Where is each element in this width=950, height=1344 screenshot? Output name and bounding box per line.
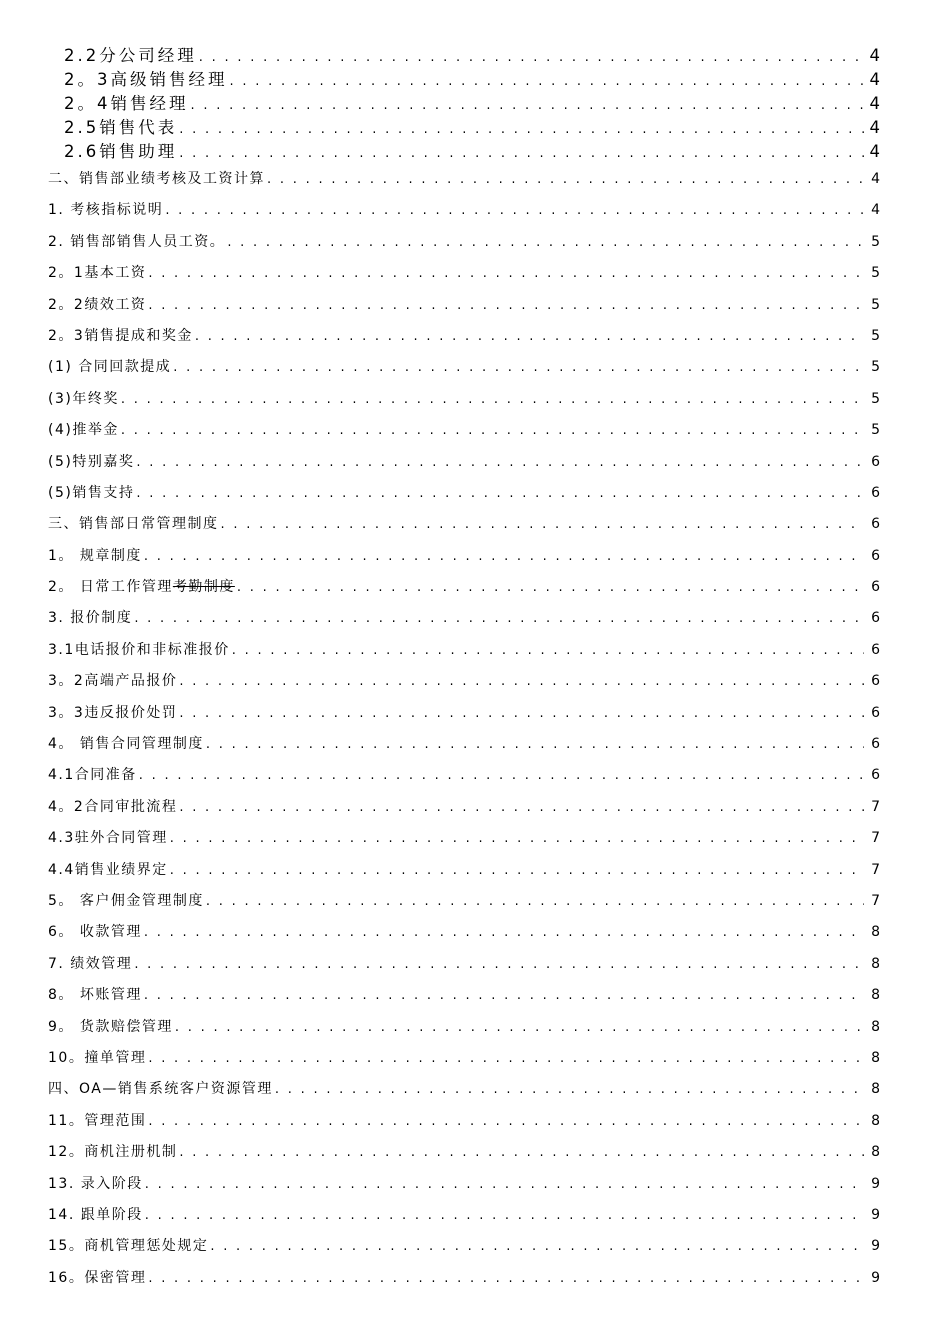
toc-page-number: 4 bbox=[869, 118, 880, 137]
toc-entry-label: 2。 日常工作管理 bbox=[48, 579, 173, 596]
toc-dot-leader bbox=[148, 1263, 864, 1294]
toc-page-number: 6 bbox=[871, 610, 880, 627]
toc-entry[interactable] bbox=[48, 823, 880, 854]
toc-entry-label: 5。 客户佣金管理制度 bbox=[48, 892, 204, 909]
toc-page-number: 8 bbox=[871, 924, 880, 941]
toc-entry-label: 2。2绩效工资 bbox=[48, 296, 147, 313]
toc-entry-label: 16。保密管理 bbox=[48, 1269, 147, 1286]
toc-entry-label: 4.4销售业绩界定 bbox=[48, 861, 168, 878]
toc-page-number: 4 bbox=[869, 94, 880, 113]
toc-entry[interactable] bbox=[48, 1263, 880, 1294]
toc-page-number: 5 bbox=[871, 422, 880, 439]
toc-dot-leader bbox=[145, 1200, 864, 1231]
toc-entry-label: 3. 报价制度 bbox=[48, 610, 133, 627]
toc-entry-label: (3)年终奖 bbox=[48, 390, 119, 407]
toc-entry[interactable] bbox=[48, 760, 880, 791]
toc-entry[interactable] bbox=[48, 68, 880, 92]
toc-page-number: 9 bbox=[871, 1238, 880, 1255]
toc-dot-leader bbox=[148, 1043, 864, 1074]
toc-page-number: 6 bbox=[871, 516, 880, 533]
toc-entry[interactable] bbox=[48, 290, 880, 321]
toc-page-number: 6 bbox=[871, 641, 880, 658]
toc-page-number: 6 bbox=[871, 453, 880, 470]
toc-entry-label: 四、OA—销售系统客户资源管理 bbox=[48, 1081, 273, 1098]
toc-entry[interactable] bbox=[48, 572, 880, 603]
toc-dot-leader bbox=[237, 572, 864, 603]
toc-entry[interactable] bbox=[48, 1137, 880, 1168]
toc-entry-label: 三、销售部日常管理制度 bbox=[48, 516, 219, 533]
toc-entry[interactable] bbox=[48, 1106, 880, 1137]
toc-entry-label: 2。3高级销售经理 bbox=[64, 70, 228, 89]
toc-page-number: 5 bbox=[871, 359, 880, 376]
toc-entry-label: 13. 录入阶段 bbox=[48, 1175, 143, 1192]
toc-entry-label: 3。3违反报价处罚 bbox=[48, 704, 178, 721]
toc-entry[interactable] bbox=[48, 447, 880, 478]
toc-page-number: 4 bbox=[869, 142, 880, 161]
toc-entry[interactable] bbox=[48, 1200, 880, 1231]
toc-entry-struck-text: 考勤制度 bbox=[172, 579, 235, 596]
toc-page-number: 6 bbox=[871, 547, 880, 564]
toc-dot-leader bbox=[173, 352, 864, 383]
toc-entry-label: 7. 绩效管理 bbox=[48, 955, 133, 972]
toc-dot-leader bbox=[136, 447, 864, 478]
toc-entry-label: 11。管理范围 bbox=[48, 1112, 147, 1129]
toc-entry[interactable] bbox=[48, 1074, 880, 1105]
toc-entry-label: (1) 合同回款提成 bbox=[48, 359, 172, 376]
toc-entry-label: 12。商机注册机制 bbox=[48, 1144, 178, 1161]
toc-entry[interactable] bbox=[48, 886, 880, 917]
toc-entry[interactable] bbox=[48, 415, 880, 446]
toc-entry[interactable] bbox=[48, 729, 880, 760]
toc-dot-leader bbox=[267, 164, 864, 195]
toc-dot-leader bbox=[179, 118, 864, 140]
toc-entry-label: 4.1合同准备 bbox=[48, 767, 137, 784]
toc-page-number: 6 bbox=[871, 673, 880, 690]
toc-dot-leader bbox=[179, 792, 864, 823]
toc-entry[interactable] bbox=[48, 384, 880, 415]
toc-page-number: 6 bbox=[871, 704, 880, 721]
toc-dot-leader bbox=[144, 917, 864, 948]
toc-entry[interactable] bbox=[48, 44, 880, 68]
toc-page-number: 4 bbox=[869, 70, 880, 89]
toc-dot-leader bbox=[195, 321, 864, 352]
toc-dot-leader bbox=[191, 94, 865, 116]
toc-dot-leader bbox=[148, 258, 864, 289]
toc-dot-leader bbox=[144, 541, 864, 572]
toc-entry-label: 2。3销售提成和奖金 bbox=[48, 327, 193, 344]
toc-entry-label: (5)特别嘉奖 bbox=[48, 453, 135, 470]
toc-dot-leader bbox=[145, 1169, 864, 1200]
toc-dot-leader bbox=[210, 1231, 864, 1262]
toc-page-number: 5 bbox=[871, 390, 880, 407]
toc-entry-label: 15。商机管理惩处规定 bbox=[48, 1238, 209, 1255]
toc-page-number: 8 bbox=[871, 987, 880, 1004]
toc-page-number: 7 bbox=[871, 861, 880, 878]
toc-entry-label: 2.6销售助理 bbox=[64, 142, 178, 161]
toc-page-number: 6 bbox=[871, 767, 880, 784]
toc-entry[interactable] bbox=[48, 855, 880, 886]
toc-page-number: 5 bbox=[871, 265, 880, 282]
toc-dot-leader bbox=[199, 46, 864, 68]
toc-entry-label: 1。 规章制度 bbox=[48, 547, 142, 564]
toc-entry[interactable] bbox=[48, 92, 880, 116]
toc-page-number: 8 bbox=[871, 955, 880, 972]
toc-entry[interactable] bbox=[48, 116, 880, 140]
toc-dot-leader bbox=[232, 635, 864, 666]
toc-entry-label: 2。1基本工资 bbox=[48, 265, 147, 282]
toc-entry[interactable] bbox=[48, 980, 880, 1011]
toc-entry-label: 10。撞单管理 bbox=[48, 1049, 147, 1066]
toc-page-number: 5 bbox=[871, 296, 880, 313]
toc-page-number: 5 bbox=[871, 233, 880, 250]
toc-dot-leader bbox=[170, 855, 864, 886]
toc-dot-leader bbox=[121, 384, 864, 415]
toc-page-number: 7 bbox=[871, 798, 880, 815]
toc-page-number: 8 bbox=[871, 1144, 880, 1161]
toc-dot-leader bbox=[134, 949, 864, 980]
toc-dot-leader bbox=[179, 698, 864, 729]
toc-dot-leader bbox=[179, 666, 864, 697]
toc-page-number: 6 bbox=[871, 579, 880, 596]
toc-entry-label: 2。4销售经理 bbox=[64, 94, 189, 113]
toc-dot-leader bbox=[148, 290, 864, 321]
toc-entry-label: 2. 销售部销售人员工资。 bbox=[48, 233, 226, 250]
toc-dot-leader bbox=[148, 1106, 864, 1137]
toc-entry-label: 二、销售部业绩考核及工资计算 bbox=[48, 171, 265, 187]
toc-page-number: 5 bbox=[871, 327, 880, 344]
toc-page-number: 7 bbox=[871, 892, 880, 909]
toc-dot-leader bbox=[275, 1074, 864, 1105]
toc-entry[interactable] bbox=[48, 509, 880, 540]
toc-entry[interactable] bbox=[48, 140, 880, 164]
toc-page-number: 6 bbox=[871, 736, 880, 753]
toc-entry-label: 4。2合同审批流程 bbox=[48, 798, 178, 815]
toc-entry[interactable] bbox=[48, 949, 880, 980]
toc-entry-label: 8。 坏账管理 bbox=[48, 987, 142, 1004]
toc-entry[interactable] bbox=[48, 1043, 880, 1074]
toc-page-number: 8 bbox=[871, 1112, 880, 1129]
toc-entry-label: 4。 销售合同管理制度 bbox=[48, 736, 204, 753]
toc-dot-leader bbox=[144, 980, 864, 1011]
toc-dot-leader bbox=[121, 415, 864, 446]
toc-entry[interactable] bbox=[48, 603, 880, 634]
toc-entry[interactable] bbox=[48, 164, 880, 195]
toc-dot-leader bbox=[175, 1012, 864, 1043]
toc-entry[interactable] bbox=[48, 352, 880, 383]
toc-dot-leader bbox=[165, 195, 864, 226]
toc-entry-label: (4)推举金 bbox=[48, 422, 119, 439]
toc-page-number: 8 bbox=[871, 1049, 880, 1066]
toc-entry-label: 1. 考核指标说明 bbox=[48, 202, 164, 219]
toc-entry-label: 3。2高端产品报价 bbox=[48, 673, 178, 690]
toc-page-number: 9 bbox=[871, 1269, 880, 1286]
toc-entry-label: 6。 收款管理 bbox=[48, 924, 142, 941]
toc-page-number: 4 bbox=[871, 171, 880, 187]
toc-page-number: 8 bbox=[871, 1018, 880, 1035]
toc-entry[interactable] bbox=[48, 541, 880, 572]
toc-page-number: 8 bbox=[871, 1081, 880, 1098]
toc-dot-leader bbox=[206, 886, 864, 917]
toc-entry[interactable] bbox=[48, 666, 880, 697]
toc-entry[interactable] bbox=[48, 227, 880, 258]
table-of-contents bbox=[48, 44, 880, 1294]
toc-page-number: 4 bbox=[871, 202, 880, 219]
toc-entry-label: 3.1电话报价和非标准报价 bbox=[48, 641, 230, 658]
toc-entry[interactable] bbox=[48, 321, 880, 352]
toc-entry[interactable] bbox=[48, 195, 880, 226]
toc-entry[interactable] bbox=[48, 698, 880, 729]
toc-page-number: 6 bbox=[871, 484, 880, 501]
toc-entry-label: 2.2分公司经理 bbox=[64, 46, 197, 65]
toc-entry[interactable] bbox=[48, 1012, 880, 1043]
toc-dot-leader bbox=[139, 760, 864, 791]
toc-entry[interactable] bbox=[48, 258, 880, 289]
toc-dot-leader bbox=[134, 603, 864, 634]
toc-dot-leader bbox=[221, 509, 865, 540]
toc-entry[interactable] bbox=[48, 635, 880, 666]
toc-page-number: 9 bbox=[871, 1206, 880, 1223]
toc-entry[interactable] bbox=[48, 792, 880, 823]
toc-dot-leader bbox=[179, 1137, 864, 1168]
toc-page-number: 9 bbox=[871, 1175, 880, 1192]
toc-page-number: 4 bbox=[869, 46, 880, 65]
toc-entry-label: 4.3驻外合同管理 bbox=[48, 830, 168, 847]
toc-entry[interactable] bbox=[48, 917, 880, 948]
toc-dot-leader bbox=[179, 142, 864, 164]
toc-page-number: 7 bbox=[871, 830, 880, 847]
toc-entry[interactable] bbox=[48, 1231, 880, 1262]
toc-entry[interactable] bbox=[48, 1169, 880, 1200]
toc-entry[interactable] bbox=[48, 478, 880, 509]
toc-dot-leader bbox=[206, 729, 864, 760]
toc-entry-label: 9。 货款赔偿管理 bbox=[48, 1018, 173, 1035]
toc-entry-label: 2.5销售代表 bbox=[64, 118, 178, 137]
toc-entry-label: (5)销售支持 bbox=[48, 484, 135, 501]
toc-dot-leader bbox=[170, 823, 864, 854]
toc-dot-leader bbox=[227, 227, 864, 258]
toc-dot-leader bbox=[136, 478, 864, 509]
toc-dot-leader bbox=[230, 70, 865, 92]
toc-entry-label: 14. 跟单阶段 bbox=[48, 1206, 143, 1223]
